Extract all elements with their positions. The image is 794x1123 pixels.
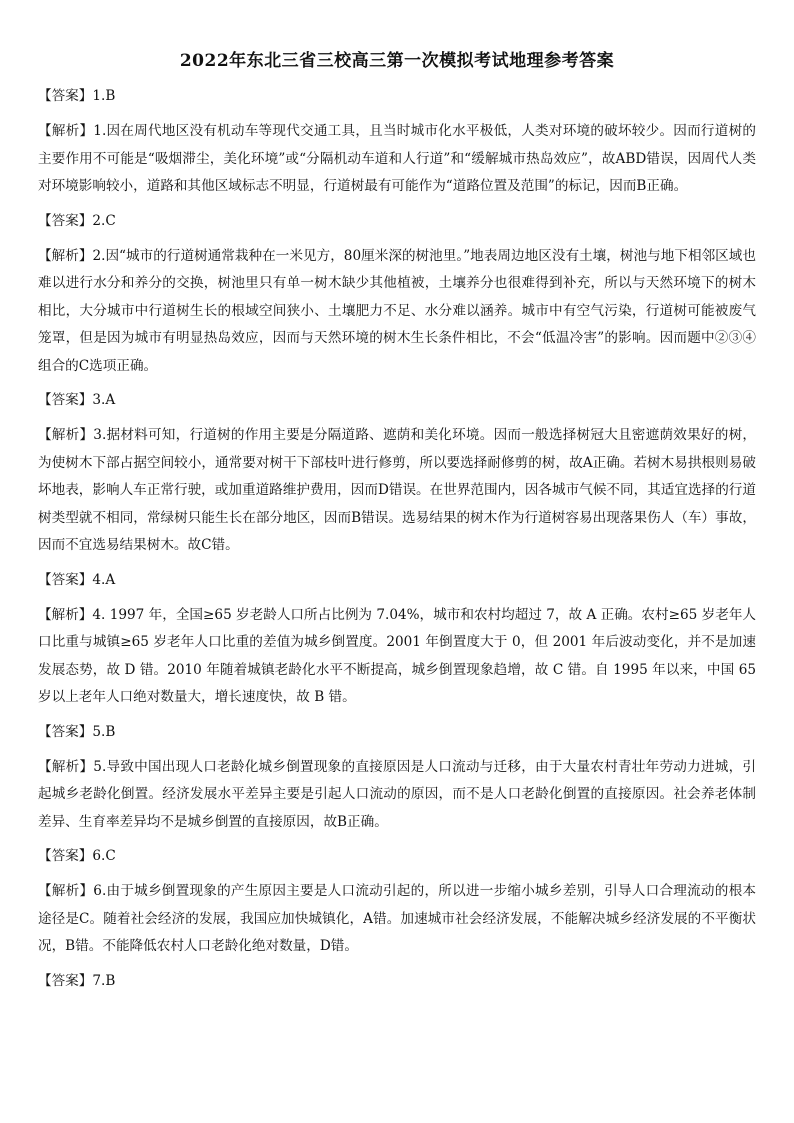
analysis-text: 4. 1997 年，全国≥65 岁老龄人口所占比例为 7.04%，城市和农村均超过 7，故 A 正确。农村≥65 岁老年人口比重与城镇≥65 岁老年人口比重的差值为城乡倒置度。2001 年倒置度大于 0，但 2001 年后波动变化，并不是加速发展态势，故 D 错。2010 年随着城镇老龄化水平不断提高，城乡倒置现象趋增，故 C 错。自 1995 年以来，中国 65 岁以上老年人口绝对数量大，增长速度快，故 B 错。 bbox=[38, 606, 757, 705]
page-title: 2022年东北三省三校高三第一次模拟考试地理参考答案 bbox=[179, 51, 615, 71]
analysis-label: 【解析】 bbox=[38, 758, 94, 775]
answer-line-3 bbox=[38, 388, 756, 413]
analysis-paragraph-1 bbox=[38, 118, 756, 201]
answer-line-4 bbox=[38, 568, 756, 593]
answer-label: 【答案】 bbox=[38, 571, 93, 588]
analysis-label: 【解析】 bbox=[38, 247, 93, 264]
answer-value: 3.A bbox=[92, 392, 116, 408]
analysis-label: 【解析】 bbox=[38, 606, 93, 623]
analysis-text: 1.因在周代地区没有机动车等现代交通工具，且当时城市化水平极低，人类对环境的破坏较少。因而行道树的主要作用不可能是“吸烟滞尘，美化环境”或“分隔机动车道和人行道”和“缓解城市热岛效应”，故ABD错误，因周代人类对环境影响较小，道路和其他区域标志不明显，行道树最有可能作为“道路位置及范围”的标记，因而B正确。 bbox=[38, 123, 756, 194]
answer-label: 【答案】 bbox=[38, 723, 93, 740]
answer-value: 5.B bbox=[92, 723, 116, 740]
analysis-paragraph-2 bbox=[38, 243, 756, 381]
analysis-text: 2.因“城市的行道树通常栽种在一米见方，80厘米深的树池里。”地表周边地区没有土壤，树池与地下相邻区域也难以进行水分和养分的交换，树池里只有单一树木缺少其他植被，土壤养分也很难得到补充，所以与天然环境下的树木相比，大分城市中行道树生长的根域空间狭小、土壤肥力不足、水分难以涵养。城市中有空气污染，行道树可能被废气笼罩，但是因为城市有明显热岛效应，因而与天然环境的树木生长条件相比，不会“低温冷害”的影响。因而题中②③④组合的C选项正确。 bbox=[38, 247, 756, 374]
answer-value: 1.B bbox=[92, 88, 116, 104]
answer-line-2 bbox=[38, 209, 756, 234]
answer-label: 【答案】 bbox=[38, 212, 93, 229]
answer-value: 6.C bbox=[92, 848, 116, 864]
answer-label: 【答案】 bbox=[38, 392, 93, 408]
analysis-paragraph-3 bbox=[38, 422, 756, 560]
answer-line-1 bbox=[38, 84, 756, 109]
analysis-paragraph-4 bbox=[38, 602, 756, 712]
answer-label: 【答案】 bbox=[38, 972, 93, 989]
answer-line-6 bbox=[38, 844, 756, 869]
analysis-label: 【解析】 bbox=[38, 123, 94, 139]
analysis-paragraph-5 bbox=[38, 754, 756, 837]
answer-line-7 bbox=[38, 969, 756, 994]
answer-value: 4.A bbox=[92, 571, 116, 588]
answer-label: 【答案】 bbox=[38, 88, 93, 104]
answer-content bbox=[38, 84, 756, 1003]
analysis-label: 【解析】 bbox=[38, 427, 94, 443]
analysis-label: 【解析】 bbox=[38, 883, 94, 899]
analysis-text: 5.导致中国出现人口老龄化城乡倒置现象的直接原因是人口流动与迁移，由于大量农村青壮年劳动力进城，引起城乡老龄化倒置。经济发展水平差异主要是引起人口流动的原因，而不是人口老龄化倒置的直接原因。社会养老体制差异、生育率差异均不是城乡倒置的直接原因，故B正确。 bbox=[38, 758, 756, 830]
answer-value: 2.C bbox=[92, 212, 116, 229]
answer-label: 【答案】 bbox=[38, 848, 93, 864]
answer-line-5 bbox=[38, 720, 756, 745]
answer-value: 7.B bbox=[92, 972, 116, 989]
analysis-paragraph-6 bbox=[38, 878, 756, 961]
analysis-text: 3.据材料可知，行道树的作用主要是分隔道路、遮荫和美化环境。因而一般选择树冠大且密遮荫效果好的树，为使树木下部占据空间较小，通常要对树干下部枝叶进行修剪，所以要选择耐修剪的树，故A正确。若树木易拱根则易破坏地表，影响人车正常行驶，或加重道路维护费用，因而D错误。在世界范围内，因各城市气候不同，其适宜选择的行道树类型就不相同，常绿树只能生长在部分地区，因而B错误。选易结果的树木作为行道树容易出现落果伤人（车）事故，因而不宜选易结果树木。故C错。 bbox=[38, 427, 756, 553]
analysis-text: 6.由于城乡倒置现象的产生原因主要是人口流动引起的，所以进一步缩小城乡差别，引导人口合理流动的根本途径是C。随着社会经济的发展，我国应加快城镇化，A错。加速城市社会经济发展，不能解决城乡经济发展的不平衡状况，B错。不能降低农村人口老龄化绝对数量，D错。 bbox=[38, 883, 756, 954]
